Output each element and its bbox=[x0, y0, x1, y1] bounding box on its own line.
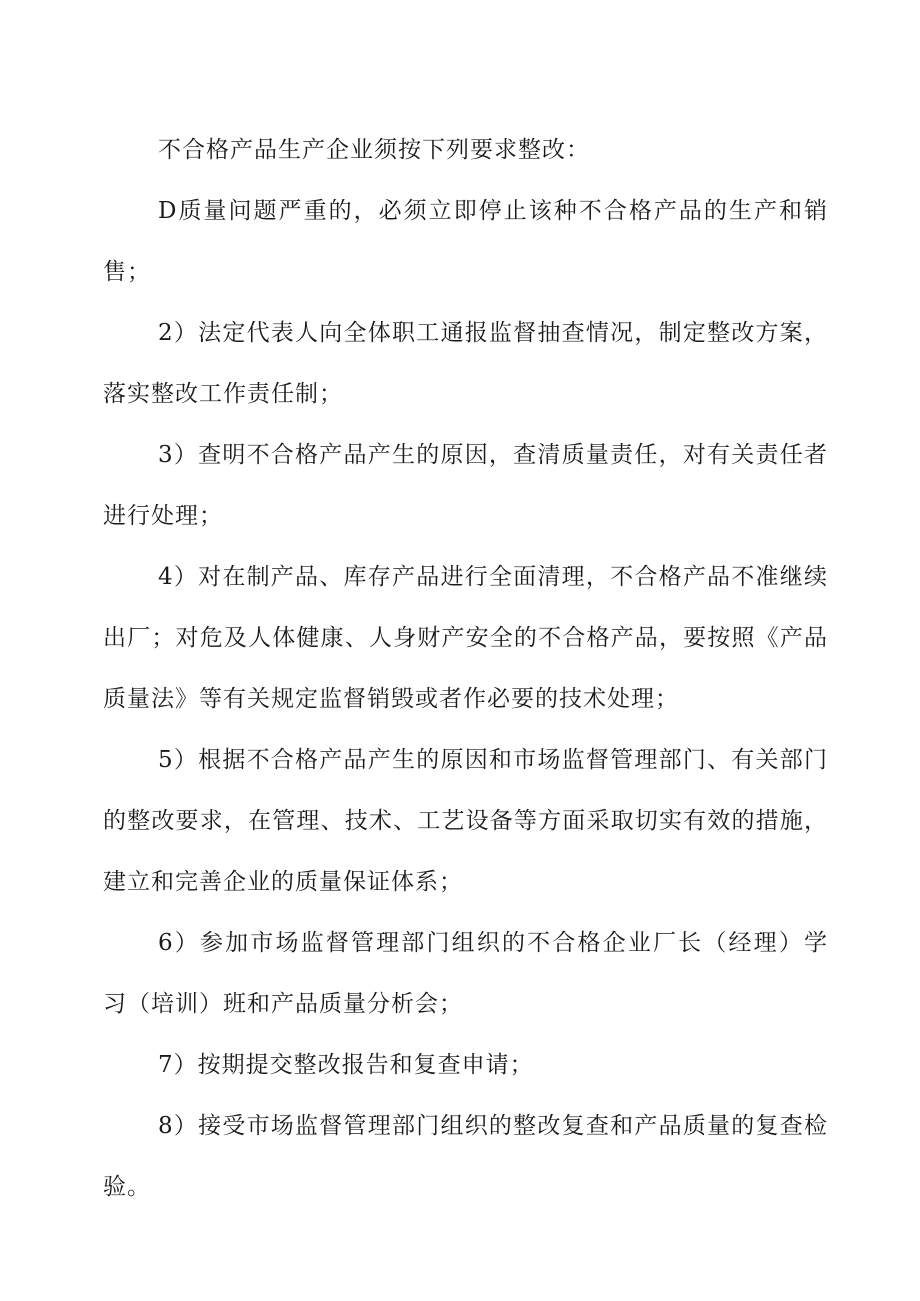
paragraph-item-6: 6）参加市场监督管理部门组织的不合格企业厂长（经理）学 习（培训）班和产品质量分析会； bbox=[103, 930, 828, 1017]
paragraph-item-4: 4）对在制产品、库存产品进行全面清理，不合格产品不准继续出厂；对危及人体健康、人身财产安全的不合格产品，要按照《产品质量法》等有关规定监督销毁或者作必要的技术处理； bbox=[103, 564, 828, 712]
paragraph-item-3: 3）查明不合格产品产生的原因，查清质量责任，对有关责任者进行处理； bbox=[103, 442, 828, 529]
paragraph-item-2: 2）法定代表人向全体职工通报监督抽查情况，制定整改方案，落实整改工作责任制； bbox=[103, 320, 828, 407]
document-body bbox=[103, 120, 828, 1218]
paragraph-item-8: 8）接受市场监督管理部门组织的整改复查和产品质量的复查检验。 bbox=[103, 1113, 828, 1200]
paragraph-item-7: 7）按期提交整改报告和复查申请； bbox=[158, 1052, 534, 1078]
paragraph-intro: 不合格产品生产企业须按下列要求整改： bbox=[158, 137, 590, 163]
paragraph-item-5: 5）根据不合格产品产生的原因和市场监督管理部门、有关部门的整改要求，在管理、技术、工艺设备等方面采取切实有效的措施，建立和完善企业的质量保证体系； bbox=[103, 747, 828, 895]
paragraph-item-1: D质量问题严重的，必须立即停止该种不合格产品的生产和销售； bbox=[103, 198, 828, 285]
